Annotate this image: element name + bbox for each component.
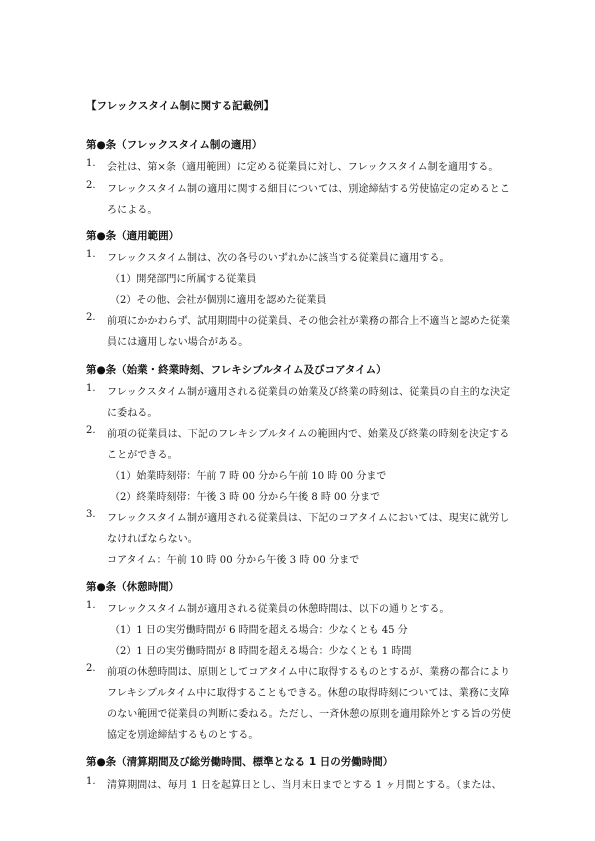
article-heading-core-time: 第●条（始業・終業時刻、フレキシブルタイム及びコアタイム） <box>86 364 387 376</box>
item-text: ろによる。 <box>107 205 158 216</box>
sub-item: （1）開発部門に所属する従業員 <box>110 274 257 285</box>
item-number: 2. <box>86 663 96 674</box>
item-number: 3. <box>86 509 96 520</box>
item-number: 1. <box>86 158 96 169</box>
item-text: に委ねる。 <box>107 408 158 419</box>
item-number: 1. <box>86 383 96 394</box>
item-number: 2. <box>86 180 96 191</box>
sub-item: （2）その他、会社が個別に適用を認めた従業員 <box>110 295 327 306</box>
sub-item: （2）終業時刻帯：午後 3 時 00 分から午後 8 時 00 分まで <box>110 492 380 503</box>
sub-item: （2）1 日の実労働時間が 8 時間を超える場合：少なくとも 1 時間 <box>110 646 412 657</box>
item-text: 会社は、第×条（適用範囲）に定める従業員に対し、フレックスタイム制を適用する。 <box>107 162 499 173</box>
article-heading-flex-application: 第●条（フレックスタイム制の適用） <box>86 139 263 151</box>
item-number: 2. <box>86 312 96 323</box>
item-text: 前項の休憩時間は、原則としてコアタイム中に取得するものとするが、業務の都合により <box>107 667 511 678</box>
item-number: 1. <box>86 776 96 787</box>
item-text: のない範囲で従業員の判断に委ねる。ただし、一斉休憩の原則を適用除外とする旨の労使 <box>107 709 511 720</box>
item-number: 2. <box>86 425 96 436</box>
article-heading-scope: 第●条（適用範囲） <box>86 230 180 242</box>
item-text: フレックスタイム制が適用される従業員の始業及び終業の時刻は、従業員の自主的な決定 <box>107 387 511 398</box>
item-text: 清算期間は、毎月 1 日を起算日とし、当月末日までとする 1 ヶ月間とする。（または、 <box>107 780 502 791</box>
item-number: 1. <box>86 249 96 260</box>
item-text: フレックスタイム制が適用される従業員は、下記のコアタイムにおいては、現実に就労し <box>107 513 510 524</box>
item-text: 員には適用しない場合がある。 <box>107 337 249 348</box>
sub-item: （1）始業時刻帯：午前 7 時 00 分から午前 10 時 00 分まで <box>110 471 387 482</box>
item-text: なければならない。 <box>107 534 198 545</box>
item-text: フレックスタイム制の適用に関する細目については、別途締結する労使協定の定めるとこ <box>107 184 510 195</box>
item-text: 前項の従業員は、下記のフレキシブルタイムの範囲内で、始業及び終業の時刻を決定する <box>107 429 510 440</box>
item-text: フレックスタイム制が適用される従業員の休憩時間は、以下の通りとする。 <box>107 604 450 615</box>
item-text: フレックスタイム制は、次の各号のいずれかに該当する従業員に適用する。 <box>107 253 450 264</box>
item-text: ことができる。 <box>107 450 178 461</box>
item-text: コアタイム：午前 10 時 00 分から午後 3 時 00 分まで <box>107 555 360 566</box>
article-heading-settlement-period: 第●条（清算期間及び総労働時間、標準となる 1 日の労働時間） <box>86 756 394 768</box>
sub-item: （1）1 日の実労働時間が 6 時間を超える場合：少なくとも 45 分 <box>110 625 408 636</box>
item-number: 1. <box>86 600 96 611</box>
item-text: 協定を別途締結するものとする。 <box>107 730 259 741</box>
document-title: 【フレックスタイム制に関する記載例】 <box>86 100 275 112</box>
item-text: フレキシブルタイム中に取得することもできる。休憩の取得時刻については、業務に支障 <box>107 688 510 699</box>
item-text: 前項にかかわらず、試用期間中の従業員、その他会社が業務の都合上不適当と認めた従業 <box>107 316 511 327</box>
article-heading-break-time: 第●条（休憩時間） <box>86 581 180 593</box>
